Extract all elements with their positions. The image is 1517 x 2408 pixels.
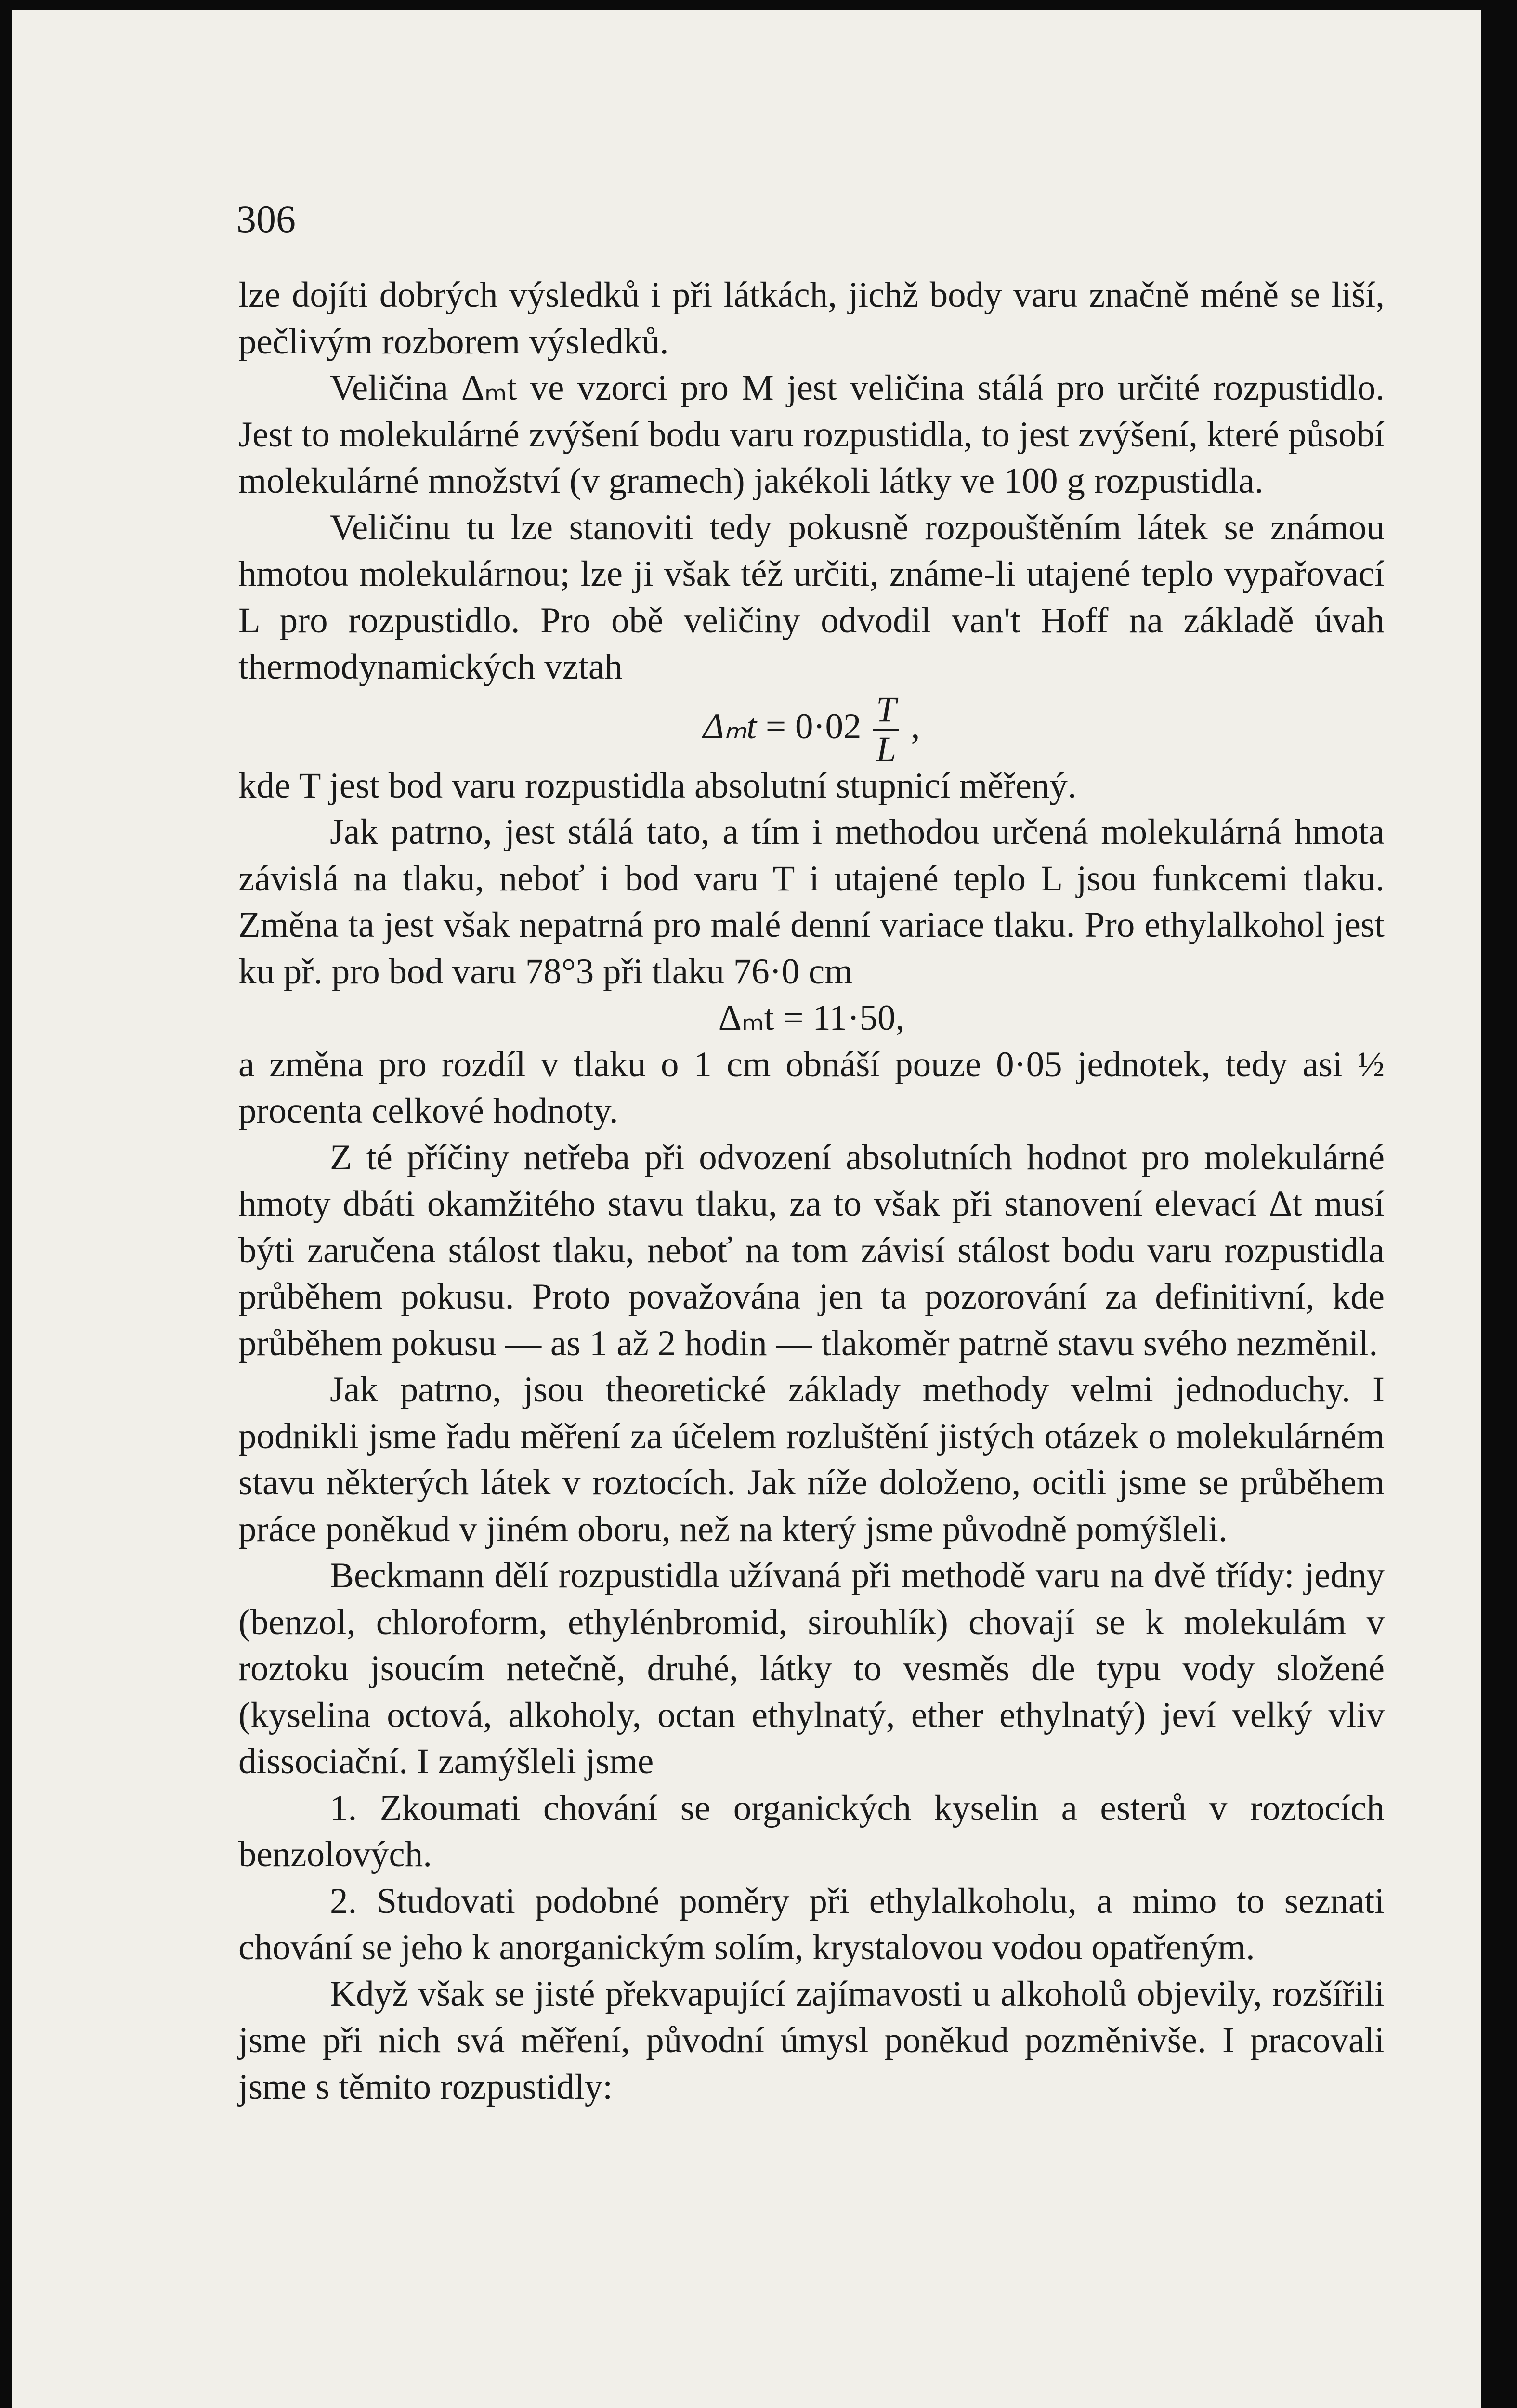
- equation-coefficient: 0·02: [795, 706, 862, 746]
- equation-vant-hoff: [238, 690, 1385, 770]
- equation-fraction: [873, 692, 899, 768]
- equation-equals: =: [765, 706, 786, 746]
- paragraph: 1. Zkoumati chování se organických kyselin a esterů v roztocích benzolových.: [238, 1788, 1385, 1874]
- paragraph: lze dojíti dobrých výsledků i při látkách, jichž body varu značně méně se liší, pečlivým rozborem výsledků.: [238, 275, 1385, 362]
- paragraph: Jak patrno, jsou theoretické základy methody velmi jednoduchy. I podnikli jsme řadu měření za účelem rozluštění jistých otázek o molekulárném stavu některých látek v roztocích. Jak níže doloženo, ocitli jsme se průběhem práce poněkud v jiném oboru, než na který jsme původně pomýšleli.: [238, 1370, 1385, 1549]
- fraction-numerator: T: [873, 692, 899, 731]
- paragraph: Beckmann dělí rozpustidla užívaná při methodě varu na dvě třídy: jedny (benzol, chloroform, ethylénbromid, sirouhlík) chovají se k molekulám v roztoku jsoucím netečně, druhé, látky to vesměs dle typu vody složené (kyselina octová, alkoholy, octan ethylnatý, ether ethylnatý) jeví velký vliv dissociační. I zamýšleli jsme: [238, 1556, 1385, 1781]
- body-text: [238, 272, 1385, 2110]
- paragraph: 2. Studovati podobné poměry při ethylalkoholu, a mimo to seznati chování se jeho k anorganickým solím, krystalovou vodou opatřeným.: [238, 1881, 1385, 1967]
- equation-tail: ,: [911, 706, 920, 746]
- paragraph: Když však se jisté překvapující zajímavosti u alkoholů objevily, rozšířili jsme při nich svá měření, původní úmysl poněkud pozměnivše. I pracovali jsme s těmito rozpustidly:: [238, 1974, 1385, 2107]
- paragraph: kde T jest bod varu rozpustidla absolutní stupnicí měřený.: [238, 765, 1077, 806]
- equation-lhs: Δₘt: [703, 706, 757, 746]
- scan-border: [0, 0, 11, 2408]
- paragraph: Jak patrno, jest stálá tato, a tím i methodou určená molekulárná hmota závislá na tlaku, neboť i bod varu T i utajené teplo L jsou funkcemi tlaku. Změna ta jest však nepatrná pro malé denní variace tlaku. Pro ethylalkohol jest ku př. pro bod varu 78°3 při tlaku 76·0 cm: [238, 812, 1385, 992]
- fraction-denominator: L: [876, 730, 896, 770]
- equation-ethylalcohol: Δₘt = 11·50,: [718, 998, 905, 1038]
- paragraph: Veličina Δₘt ve vzorci pro M jest veličina stálá pro určité rozpustidlo. Jest to molekulárné zvýšení bodu varu rozpustidla, to jest zvýšení, které působí molekulárné množství (v gramech) jakékoli látky ve 100 g rozpustidla.: [238, 368, 1385, 501]
- paragraph: Z té příčiny netřeba při odvození absolutních hodnot pro molekulárné hmoty dbáti okamžitého stavu tlaku, za to však při stanovení elevací Δt musí býti zaručena stálost tlaku, neboť na tom závisí stálost bodu varu rozpustidla průběhem pokusu. Proto považována jen ta pozorování za definitivní, kde průběhem pokusu — as 1 až 2 hodin — tlakoměr patrně stavu svého nezměnil.: [238, 1137, 1385, 1363]
- paragraph: a změna pro rozdíl v tlaku o 1 cm obnáší pouze 0·05 jednotek, tedy asi ½ procenta celkové hodnoty.: [238, 1044, 1385, 1131]
- page-number: 306: [236, 197, 296, 241]
- paragraph: Veličinu tu lze stanoviti tedy pokusně rozpouštěním látek se známou hmotou molekulárnou; lze ji však též určiti, známe-li utajené teplo vypařovací L pro rozpustidlo. Pro obě veličiny odvodil van't Hoff na základě úvah thermodynamických vztah: [238, 507, 1385, 687]
